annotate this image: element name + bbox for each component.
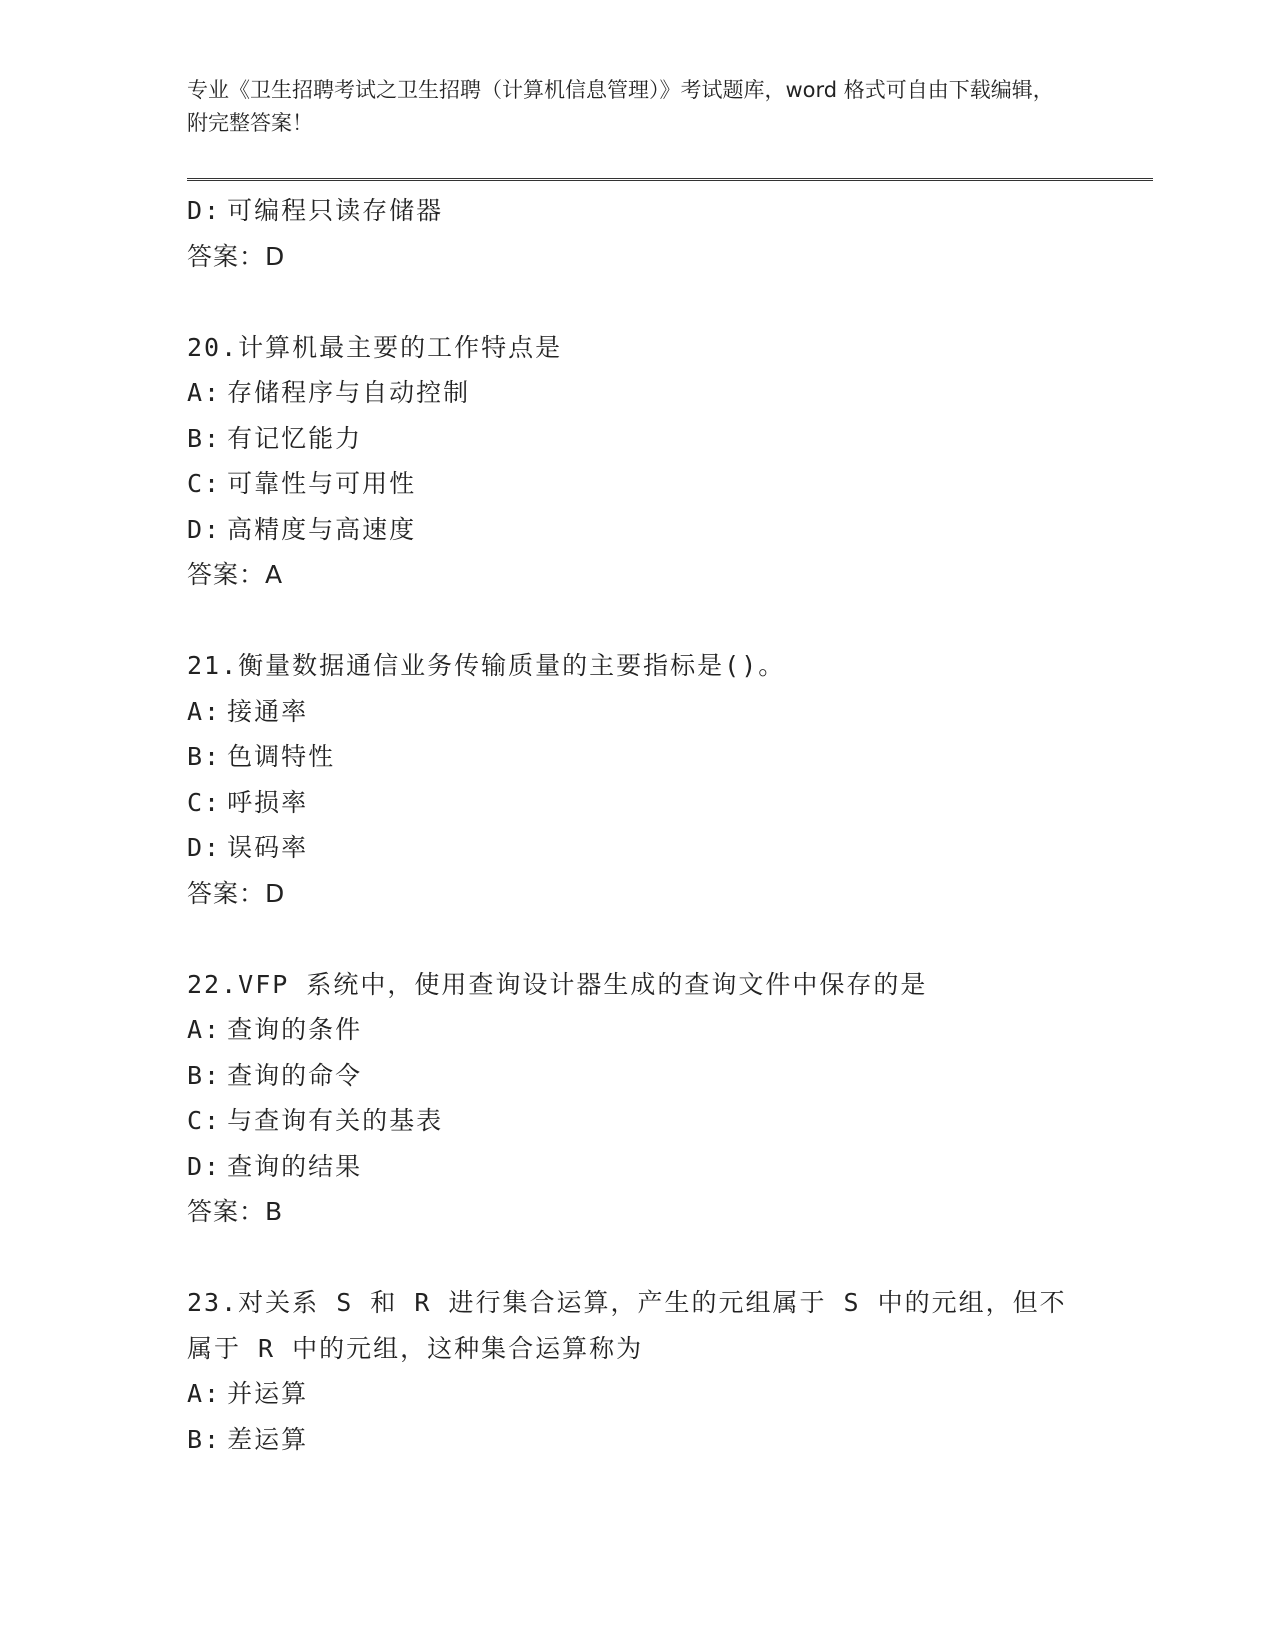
- option-c: [187, 461, 1087, 507]
- question-23: [187, 1280, 1087, 1462]
- spacer: [187, 598, 1087, 644]
- option-text: 有记忆能力: [227, 423, 363, 453]
- option-letter: D:: [187, 1151, 222, 1181]
- option-d: [187, 1144, 1087, 1190]
- option-a: [187, 370, 1087, 416]
- option-letter: B:: [187, 423, 222, 453]
- option-text: 差运算: [227, 1424, 309, 1454]
- option-text: 误码率: [227, 833, 309, 862]
- question-stem: 23.对关系 S 和 R 进行集合运算，产生的元组属于 S 中的元组，但不属于 R 中的元组，这种集合运算称为: [187, 1288, 1067, 1363]
- option-letter: D:: [187, 196, 222, 225]
- option-letter: A:: [187, 378, 222, 407]
- question-21: [187, 643, 1087, 916]
- option-letter: B:: [187, 742, 222, 771]
- option-letter: D:: [187, 514, 222, 544]
- option-text: 并运算: [227, 1379, 309, 1408]
- question-stem: 21.衡量数据通信业务传输质量的主要指标是()。: [187, 651, 786, 680]
- option-b: [187, 734, 1087, 780]
- spacer: [187, 279, 1087, 325]
- option-letter: B:: [187, 1424, 222, 1454]
- page-header: 专业《卫生招聘考试之卫生招聘（计算机信息管理）》考试题库，word 格式可自由下载编辑，附完整答案！: [187, 78, 1054, 135]
- question-stem: 22.VFP 系统中，使用查询设计器生成的查询文件中保存的是: [187, 969, 928, 999]
- option-d: [187, 188, 1087, 234]
- option-letter: C:: [187, 787, 222, 817]
- option-text: 与查询有关的基表: [227, 1106, 444, 1135]
- spacer: [187, 916, 1087, 962]
- spacer: [187, 1235, 1087, 1281]
- option-c: [187, 1098, 1087, 1144]
- answer-line: 答案：A: [187, 560, 284, 589]
- header-divider: [187, 178, 1153, 181]
- option-letter: D:: [187, 833, 222, 862]
- option-text: 色调特性: [227, 742, 336, 771]
- option-b: [187, 1053, 1087, 1099]
- option-text: 高精度与高速度: [227, 514, 417, 544]
- option-letter: B:: [187, 1060, 222, 1090]
- option-d: [187, 507, 1087, 553]
- answer-line: 答案：B: [187, 1197, 284, 1226]
- option-letter: C:: [187, 1106, 222, 1135]
- option-text: 可编程只读存储器: [227, 196, 444, 225]
- option-c: [187, 780, 1087, 826]
- option-a: [187, 1371, 1087, 1417]
- option-b: [187, 416, 1087, 462]
- option-b: [187, 1417, 1087, 1463]
- option-letter: A:: [187, 1015, 222, 1044]
- option-letter: A:: [187, 696, 222, 726]
- option-letter: C:: [187, 469, 222, 498]
- option-text: 接通率: [227, 696, 309, 726]
- option-a: [187, 1007, 1087, 1053]
- answer-line: 答案：D: [187, 878, 286, 908]
- question-list: [187, 188, 1087, 1462]
- option-d: [187, 825, 1087, 871]
- option-letter: A:: [187, 1379, 222, 1408]
- option-text: 查询的结果: [227, 1151, 363, 1181]
- answer-line: 答案：D: [187, 241, 286, 271]
- option-text: 呼损率: [227, 787, 309, 817]
- question-20: [187, 325, 1087, 598]
- option-text: 查询的命令: [227, 1060, 363, 1090]
- question-stem: 20.计算机最主要的工作特点是: [187, 332, 563, 362]
- question-22: [187, 962, 1087, 1235]
- option-text: 可靠性与可用性: [227, 469, 417, 498]
- option-text: 查询的条件: [227, 1015, 363, 1044]
- option-a: [187, 689, 1087, 735]
- option-text: 存储程序与自动控制: [227, 378, 471, 407]
